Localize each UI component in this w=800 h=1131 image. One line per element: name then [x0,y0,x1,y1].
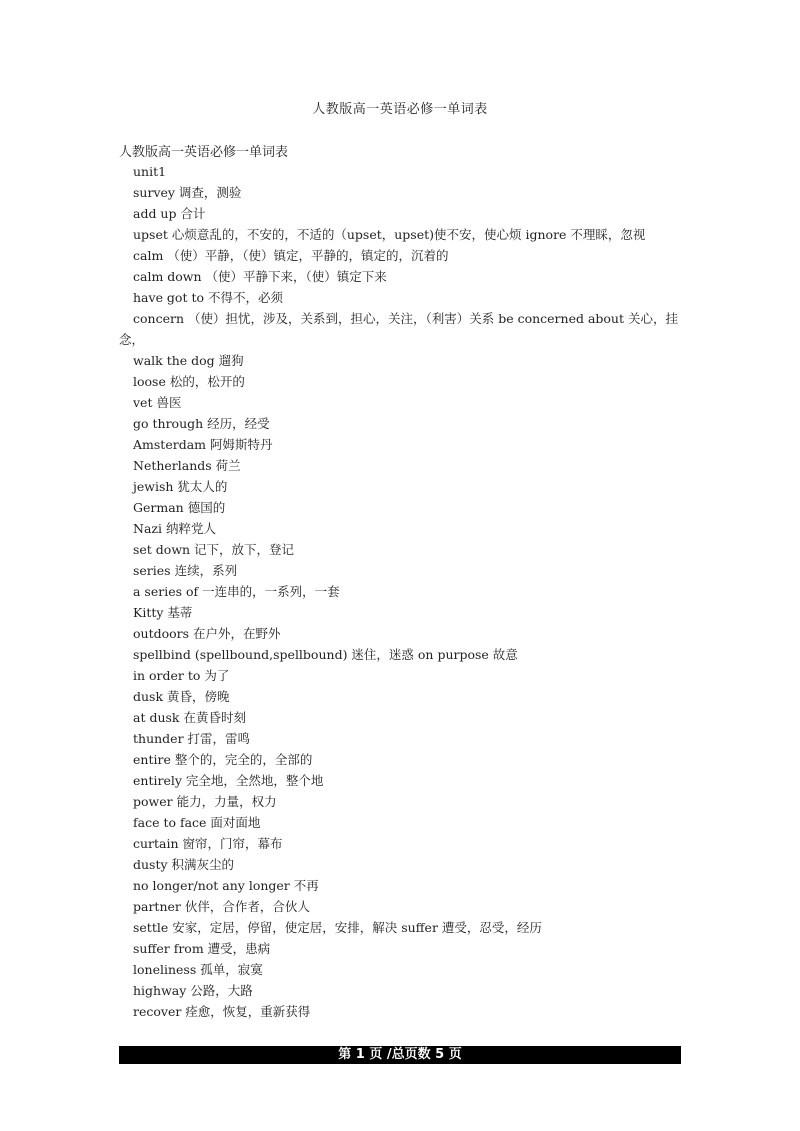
list-item: jewish 犹太人的 [133,479,228,494]
list-item: suffer from 遭受，患病 [133,941,271,956]
document-subtitle: 人教版高一英语必修一单词表 [119,145,289,160]
list-item: concern （使）担忧，涉及，关系到，担心，关注，（利害）关系 be concerned about 关心，挂念， [119,311,678,347]
list-item: upset 心烦意乱的，不安的，不适的（upset，upset)使不安，使心烦 ignore 不理睬，忽视 [133,227,646,242]
list-item: at dusk 在黄昏时刻 [133,710,246,725]
list-item: face to face 面对面地 [133,815,261,830]
list-item: go through 经历，经受 [133,416,270,431]
list-item: Nazi 纳粹党人 [133,521,216,536]
list-item: survey 调查，测验 [133,185,242,200]
list-item: series 连续，系列 [133,563,238,578]
list-item: have got to 不得不，必须 [133,290,283,305]
list-item: add up 合计 [133,206,206,221]
list-item: recover 痊愈，恢复，重新获得 [133,1004,311,1019]
list-item: unit1 [133,164,167,179]
list-item: partner 伙伴，合作者，合伙人 [133,899,310,914]
list-item: dusty 积满灰尘的 [133,857,235,872]
list-item: curtain 窗帘，门帘，幕布 [133,836,283,851]
list-item: entire 整个的，完全的，全部的 [133,752,313,767]
list-item: no longer/not any longer 不再 [133,878,319,893]
list-item: dusk 黄昏，傍晚 [133,689,230,704]
list-item: set down 记下，放下，登记 [133,542,295,557]
list-item: German 德国的 [133,500,226,515]
list-item: loose 松的，松开的 [133,374,245,389]
list-item: loneliness 孤单，寂寞 [133,962,263,977]
list-item: power 能力，力量，权力 [133,794,277,809]
list-item: walk the dog 遛狗 [133,353,244,368]
list-item: spellbind (spellbound,spellbound) 迷住，迷惑 on purpose 故意 [133,647,518,662]
document-title: 人教版高一英语必修一单词表 [312,102,488,117]
list-item: settle 安家，定居，停留，使定居，安排，解决 suffer 遭受，忍受，经历 [133,920,542,935]
list-item: outdoors 在户外，在野外 [133,626,281,641]
list-item: a series of 一连串的，一系列，一套 [133,584,340,599]
list-item: calm （使）平静，（使）镇定，平静的，镇定的，沉着的 [133,248,449,263]
page-footer: 第 1 页 /总页数 5 页 [119,1046,681,1064]
list-item: entirely 完全地，全然地，整个地 [133,773,324,788]
list-item: Amsterdam 阿姆斯特丹 [133,437,273,452]
list-item: Kitty 基蒂 [133,605,193,620]
list-item: thunder 打雷，雷鸣 [133,731,251,746]
list-item: in order to 为了 [133,668,230,683]
vocabulary-list [119,161,689,1022]
list-item: Netherlands 荷兰 [133,458,241,473]
list-item: highway 公路，大路 [133,983,253,998]
list-item: vet 兽医 [133,395,182,410]
list-item: calm down （使）平静下来，（使）镇定下来 [133,269,387,284]
